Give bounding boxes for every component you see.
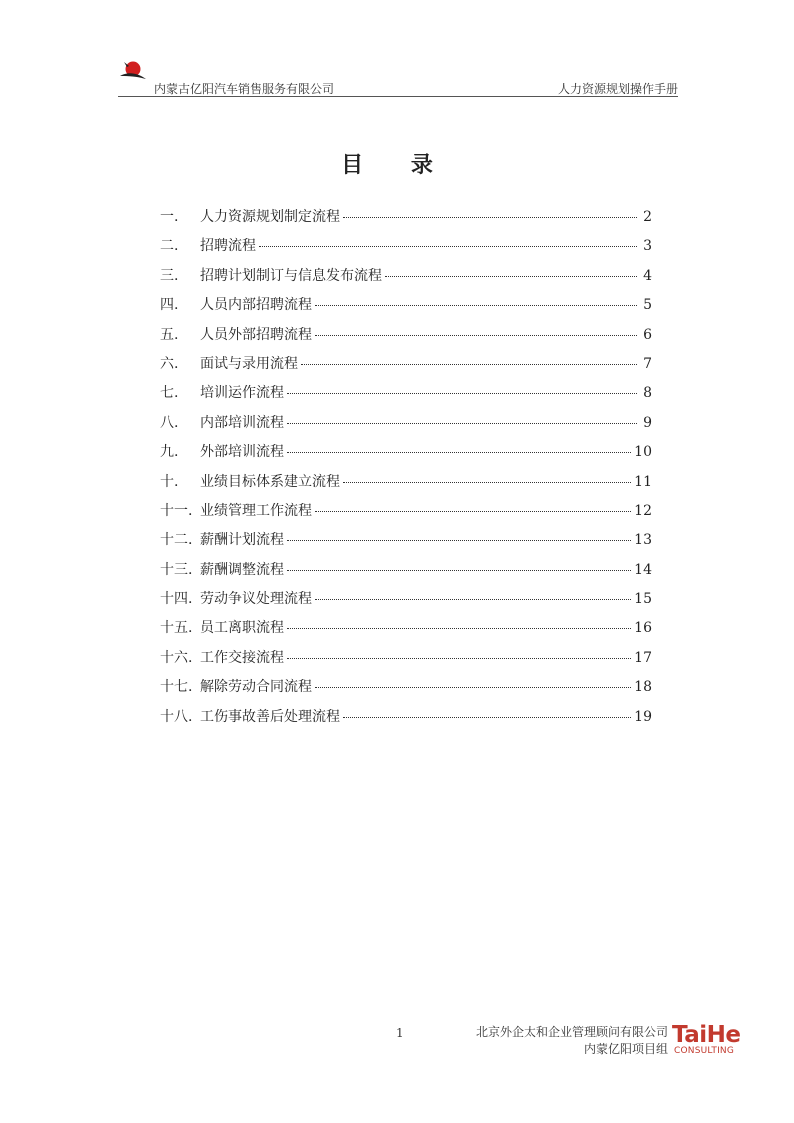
- toc-entry-number: 一.: [160, 209, 179, 225]
- toc-leader-dots: [287, 540, 631, 541]
- toc-entry-number: 十三.: [160, 561, 193, 578]
- toc-leader-dots: [259, 246, 637, 247]
- toc-entry-title: 工作交接流程: [200, 649, 284, 666]
- toc-entry-page: 2: [643, 209, 652, 225]
- header-company-name: 内蒙古亿阳汽车销售服务有限公司: [154, 82, 335, 96]
- toc-leader-dots: [287, 423, 637, 424]
- toc-leader-dots: [315, 511, 631, 512]
- toc-entry-number: 三.: [160, 267, 179, 284]
- footer-consultant: 北京外企太和企业管理顾问有限公司: [475, 1025, 668, 1039]
- toc-entry-page: 3: [643, 238, 652, 255]
- toc-leader-dots: [315, 599, 631, 600]
- toc-entry[interactable]: [160, 529, 652, 558]
- toc-entry[interactable]: [160, 324, 652, 353]
- toc-entry-title: 员工离职流程: [200, 620, 284, 637]
- toc-entry[interactable]: [160, 647, 652, 676]
- toc-entry-title: 招聘计划制订与信息发布流程: [200, 267, 382, 284]
- toc-entry-page: 7: [643, 355, 652, 372]
- toc-entry-title: 业绩目标体系建立流程: [200, 473, 340, 490]
- brand-name: TaiHe: [672, 1022, 741, 1048]
- toc-leader-dots: [315, 335, 637, 336]
- toc-entry-page: 15: [634, 591, 652, 608]
- toc-entry[interactable]: [160, 382, 652, 411]
- toc-entry-page: 6: [643, 326, 652, 343]
- toc-entry-number: 十六.: [160, 649, 193, 666]
- toc-leader-dots: [287, 570, 631, 571]
- toc-entry[interactable]: [160, 706, 652, 735]
- toc-entry-page: 10: [634, 444, 652, 461]
- toc-entry-page: 11: [634, 473, 652, 490]
- toc-entry-number: 九.: [160, 444, 179, 461]
- toc-entry[interactable]: [160, 294, 652, 323]
- toc-entry-page: 8: [643, 385, 652, 402]
- header-manual-title: 人力资源规划操作手册: [557, 82, 678, 96]
- toc-entry-page: 5: [643, 297, 652, 314]
- toc-leader-dots: [301, 364, 637, 365]
- page-title: 目 录: [341, 152, 453, 178]
- toc-entry-number: 五.: [160, 326, 179, 343]
- toc-entry-number: 十八.: [160, 708, 193, 725]
- toc-entry-page: 17: [634, 649, 652, 666]
- page-header: [118, 56, 678, 98]
- toc-entry-title: 工伤事故善后处理流程: [200, 708, 340, 725]
- toc-leader-dots: [287, 452, 631, 453]
- company-logo-icon: [118, 56, 148, 86]
- taihe-logo: [672, 1022, 742, 1058]
- toc-entry-page: 13: [634, 532, 652, 549]
- brand-subtitle: CONSULTING: [674, 1046, 735, 1056]
- toc-entry[interactable]: [160, 471, 652, 500]
- toc-entry-number: 二.: [160, 238, 179, 255]
- toc-leader-dots: [287, 628, 631, 629]
- toc-entry-title: 人员外部招聘流程: [200, 326, 312, 343]
- toc-entry-title: 人员内部招聘流程: [200, 297, 312, 314]
- toc-entry-page: 9: [643, 414, 652, 431]
- footer-credits: [476, 1024, 668, 1058]
- toc-entry[interactable]: [160, 265, 652, 294]
- toc-entry-title: 人力资源规划制定流程: [200, 209, 340, 225]
- toc-entry-number: 十七.: [160, 679, 193, 696]
- toc-entry-title: 外部培训流程: [200, 444, 284, 461]
- page-number: 1: [396, 1026, 404, 1040]
- toc-entry-number: 四.: [160, 297, 179, 314]
- toc-entry[interactable]: [160, 617, 652, 646]
- toc-leader-dots: [343, 482, 631, 483]
- toc-entry[interactable]: [160, 412, 652, 441]
- toc-leader-dots: [315, 305, 637, 306]
- toc-leader-dots: [287, 393, 637, 394]
- toc-entry-page: 16: [634, 620, 652, 637]
- toc-entry-title: 薪酬调整流程: [200, 561, 284, 578]
- toc-entry-page: 12: [634, 502, 652, 519]
- toc-entry-number: 十.: [160, 473, 179, 490]
- toc-entry-page: 14: [634, 561, 652, 578]
- toc-leader-dots: [343, 217, 637, 218]
- toc-leader-dots: [287, 658, 631, 659]
- toc-entry-number: 十二.: [160, 532, 193, 549]
- toc-entry[interactable]: [160, 441, 652, 470]
- footer-project: 内蒙亿阳项目组: [583, 1042, 668, 1056]
- toc-entry[interactable]: [160, 559, 652, 588]
- toc-entry-title: 内部培训流程: [200, 414, 284, 431]
- page-footer: [0, 1020, 794, 1070]
- toc-entry-title: 薪酬计划流程: [200, 532, 284, 549]
- toc-entry-title: 培训运作流程: [200, 385, 284, 402]
- toc-entry[interactable]: [160, 206, 652, 235]
- toc-entry-title: 解除劳动合同流程: [200, 679, 312, 696]
- toc-entry-number: 七.: [160, 385, 179, 402]
- toc-entry-page: 19: [634, 708, 652, 725]
- toc-entry[interactable]: [160, 235, 652, 264]
- toc-entry-number: 六.: [160, 355, 179, 372]
- toc-leader-dots: [385, 276, 637, 277]
- toc-entry-title: 业绩管理工作流程: [200, 502, 312, 519]
- toc-entry-number: 十四.: [160, 591, 193, 608]
- toc-entry-page: 18: [634, 679, 652, 696]
- toc-entry[interactable]: [160, 588, 652, 617]
- toc-entry[interactable]: [160, 353, 652, 382]
- toc-entry-number: 十五.: [160, 620, 193, 637]
- toc-leader-dots: [315, 687, 631, 688]
- toc-entry[interactable]: [160, 500, 652, 529]
- header-divider: [118, 96, 678, 97]
- toc-entry-title: 劳动争议处理流程: [200, 591, 312, 608]
- toc-entry-title: 招聘流程: [200, 238, 256, 255]
- table-of-contents: [160, 206, 652, 735]
- toc-entry[interactable]: [160, 676, 652, 705]
- toc-entry-number: 十一.: [160, 502, 193, 519]
- toc-entry-page: 4: [643, 267, 652, 284]
- toc-entry-title: 面试与录用流程: [200, 355, 298, 372]
- toc-leader-dots: [343, 717, 631, 718]
- toc-entry-number: 八.: [160, 414, 179, 431]
